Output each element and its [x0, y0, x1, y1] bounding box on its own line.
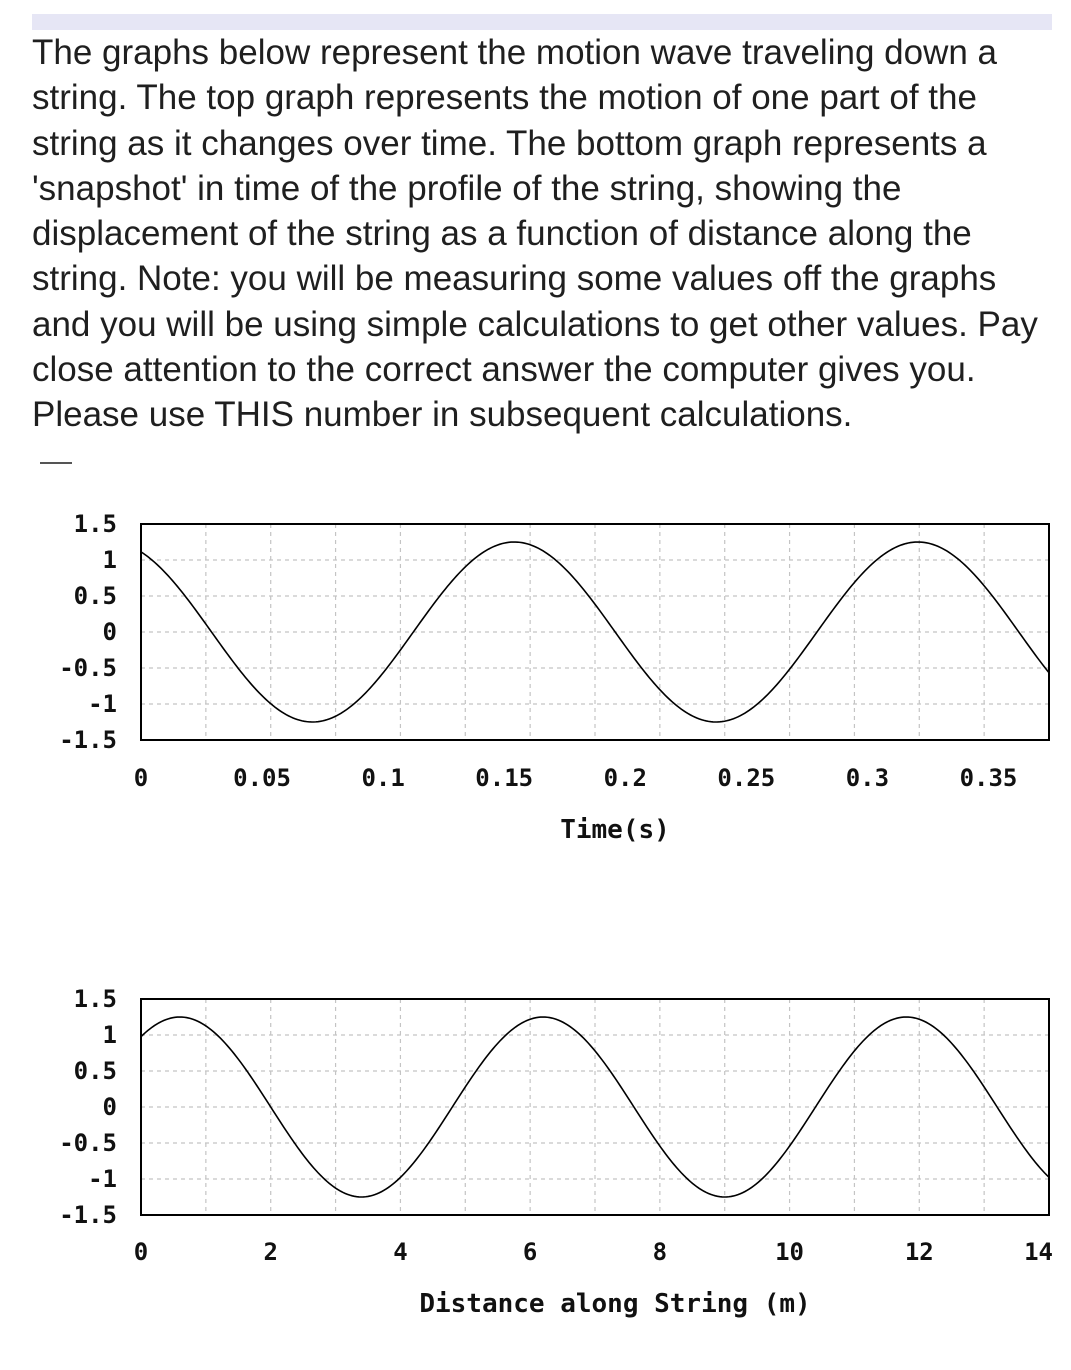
y-tick-label: -1 — [88, 690, 117, 718]
y-tick-label: 1 — [102, 1021, 117, 1049]
grid — [141, 999, 1049, 1215]
x-tick-label: 0.35 — [959, 764, 1018, 792]
x-tick-label: 0 — [133, 764, 149, 792]
y-tick-label: 1.5 — [73, 510, 117, 538]
y-tick-label: -1 — [88, 1165, 117, 1193]
y-tick-label: -1.5 — [59, 1201, 117, 1229]
x-axis-title: Distance along String (m) — [419, 1289, 811, 1319]
y-tick-label: 0 — [102, 618, 117, 646]
x-tick-label: 12 — [904, 1238, 934, 1266]
x-tick-label: 10 — [775, 1238, 805, 1266]
x-tick-label: 0.2 — [603, 764, 647, 792]
y-tick-label: 0 — [102, 1093, 117, 1121]
x-tick-label: 0.15 — [475, 764, 534, 792]
x-tick-label: 0 — [133, 1238, 149, 1266]
y-tick-label: 0.5 — [73, 1057, 117, 1085]
x-tick-label: 0.3 — [845, 764, 890, 792]
x-tick-label: 0.1 — [361, 764, 405, 792]
y-tick-label: 1 — [102, 546, 117, 574]
x-tick-label: 0.25 — [717, 764, 776, 792]
y-tick-label: -0.5 — [59, 654, 117, 682]
x-tick-label: 8 — [652, 1238, 668, 1266]
y-tick-label: -1.5 — [59, 726, 117, 754]
y-tick-label: 1.5 — [73, 985, 117, 1013]
x-tick-label: 0.05 — [233, 764, 291, 792]
x-tick-label: 2 — [263, 1238, 278, 1266]
x-tick-label: 14 — [1024, 1238, 1053, 1266]
x-axis-title: Time(s) — [560, 815, 670, 845]
x-tick-label: 4 — [393, 1238, 408, 1266]
y-tick-label: -0.5 — [59, 1129, 117, 1157]
y-tick-label: 0.5 — [73, 582, 117, 610]
problem-statement: The graphs below represent the motion wave traveling down a string. The top graph represents the motion of one part of the string as it changes over time. The bottom graph represents a 'snapshot' in time of the profile of the string, showing the displacement of the string as a function of distance along the string. Note: you will be measuring some values off the graphs and you will be using simple calculations to get other values. Pay close attention to the correct answer the computer gives you. Please use THIS number in subsequent calculations. — [32, 33, 1038, 435]
x-tick-label: 6 — [522, 1238, 538, 1266]
